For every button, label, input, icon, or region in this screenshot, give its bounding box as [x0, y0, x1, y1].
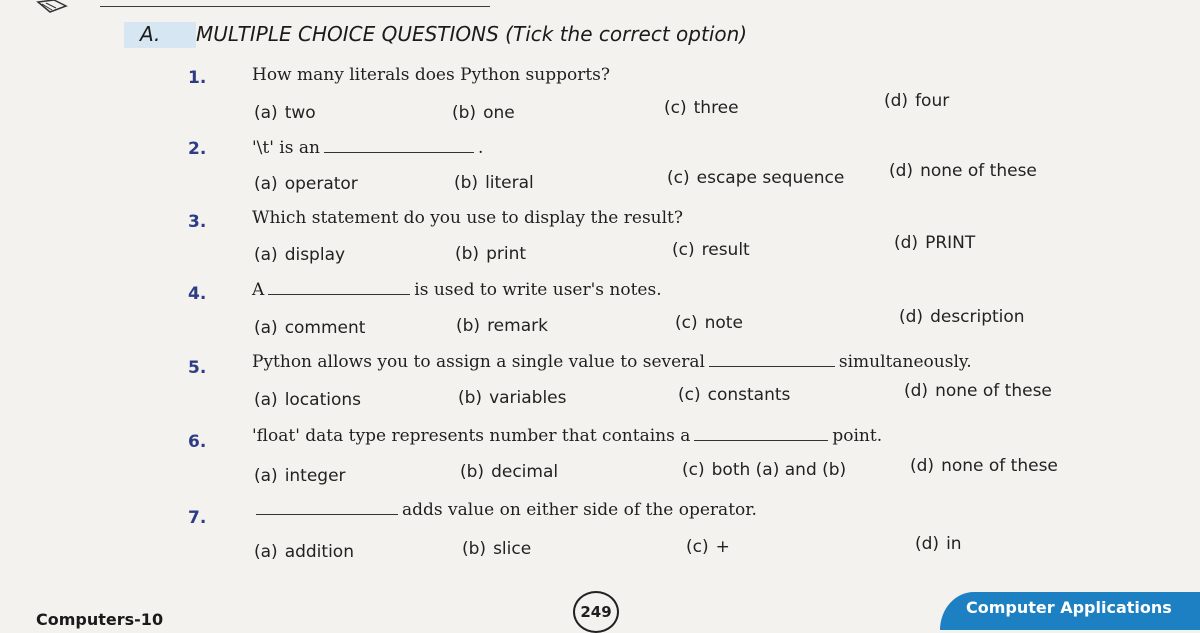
option-text: display — [284, 245, 346, 265]
section-letter: A. — [140, 22, 161, 46]
option-text: both (a) and (b) — [711, 460, 847, 480]
question-text-after: simultaneously. — [838, 352, 972, 372]
option-text: operator — [284, 174, 358, 194]
option-a[interactable] — [254, 542, 354, 562]
option-c[interactable] — [686, 537, 730, 557]
option-a[interactable] — [254, 318, 365, 338]
question-text — [252, 65, 610, 85]
option-label: (d) — [894, 233, 919, 253]
option-a[interactable] — [254, 245, 345, 265]
option-c[interactable] — [675, 313, 743, 333]
top-rule — [100, 6, 490, 7]
question-text-before: How many literals does Python supports? — [252, 65, 611, 85]
option-label: (b) — [454, 173, 479, 193]
option-text: + — [715, 537, 730, 557]
option-label: (a) — [254, 245, 278, 265]
option-text: constants — [707, 385, 791, 405]
page-number-badge — [573, 591, 619, 633]
question-text-after: adds value on either side of the operator. — [402, 500, 757, 520]
option-text: comment — [284, 318, 366, 338]
option-label: (b) — [452, 103, 477, 123]
answer-blank[interactable] — [709, 352, 835, 367]
option-text: escape sequence — [696, 168, 845, 188]
question-number: 3. — [188, 212, 207, 232]
question-text-before: 'float' data type represents number that contains a — [252, 426, 691, 446]
question-number: 7. — [188, 508, 207, 528]
answer-blank[interactable] — [324, 138, 474, 153]
question-number: 4. — [188, 284, 207, 304]
question-text — [252, 208, 683, 228]
question-text-before: Python allows you to assign a single value to several — [252, 352, 705, 372]
option-label: (d) — [915, 534, 940, 554]
question-text-after: point. — [832, 426, 883, 446]
option-label: (a) — [254, 318, 278, 338]
option-c[interactable] — [678, 385, 790, 405]
answer-blank[interactable] — [694, 426, 828, 441]
option-text: PRINT — [925, 233, 976, 253]
book-title: Computers-10 — [36, 610, 164, 629]
option-label: (c) — [675, 313, 698, 333]
question-number: 5. — [188, 358, 207, 378]
option-label: (b) — [462, 539, 487, 559]
option-text: two — [284, 103, 316, 123]
option-a[interactable] — [254, 390, 361, 410]
answer-blank[interactable] — [256, 500, 398, 515]
question-text-after: . — [477, 138, 484, 158]
option-b[interactable] — [454, 173, 534, 193]
option-label: (a) — [254, 542, 278, 562]
option-label: (c) — [678, 385, 701, 405]
option-label: (b) — [455, 244, 480, 264]
option-text: decimal — [491, 462, 559, 482]
option-text: remark — [487, 316, 548, 336]
option-c[interactable] — [667, 168, 844, 188]
option-b[interactable] — [452, 103, 515, 123]
question-text — [252, 500, 757, 520]
option-b[interactable] — [455, 244, 526, 264]
option-text: locations — [284, 390, 361, 410]
option-b[interactable] — [462, 539, 531, 559]
option-text: description — [930, 307, 1025, 327]
option-d[interactable] — [889, 161, 1037, 181]
question-text-before: A — [252, 280, 265, 300]
question-number: 1. — [188, 68, 207, 88]
option-d[interactable] — [904, 381, 1052, 401]
option-a[interactable] — [254, 466, 346, 486]
option-label: (c) — [686, 537, 709, 557]
option-label: (a) — [254, 174, 278, 194]
option-text: none of these — [920, 161, 1037, 181]
option-b[interactable] — [458, 388, 567, 408]
option-label: (d) — [884, 91, 909, 111]
option-text: print — [486, 244, 527, 264]
section-title: MULTIPLE CHOICE QUESTIONS (Tick the correct option) — [196, 22, 748, 46]
option-label: (d) — [889, 161, 914, 181]
option-label: (a) — [254, 466, 278, 486]
option-text: in — [946, 534, 962, 554]
question-text-before: '\t' is an — [252, 138, 320, 158]
section-heading — [124, 20, 1004, 50]
question-text-after: is used to write user's notes. — [414, 280, 662, 300]
option-label: (c) — [664, 98, 687, 118]
option-label: (c) — [682, 460, 705, 480]
option-d[interactable] — [915, 534, 962, 554]
answer-blank[interactable] — [268, 280, 410, 295]
option-label: (b) — [458, 388, 483, 408]
question-text-before: Which statement do you use to display the result? — [252, 208, 683, 228]
book-corner-icon — [36, 0, 70, 14]
option-label: (b) — [460, 462, 485, 482]
option-text: none of these — [935, 381, 1052, 401]
option-a[interactable] — [254, 174, 358, 194]
option-text: variables — [489, 388, 567, 408]
question-number: 6. — [188, 432, 207, 452]
option-text: none of these — [941, 456, 1058, 476]
subject-tab — [940, 592, 1200, 630]
question-number: 2. — [188, 139, 207, 159]
question-text — [252, 426, 882, 446]
option-text: integer — [284, 466, 346, 486]
option-text: note — [704, 313, 743, 333]
option-c[interactable] — [682, 460, 846, 480]
option-d[interactable] — [894, 233, 975, 253]
option-label: (d) — [904, 381, 929, 401]
option-label: (d) — [899, 307, 924, 327]
option-c[interactable] — [672, 240, 750, 260]
option-text: result — [701, 240, 750, 260]
option-text: three — [693, 98, 739, 118]
option-text: slice — [493, 539, 532, 559]
option-b[interactable] — [460, 462, 558, 482]
option-c[interactable] — [664, 98, 739, 118]
option-d[interactable] — [910, 456, 1058, 476]
option-label: (d) — [910, 456, 935, 476]
option-text: literal — [485, 173, 534, 193]
option-a[interactable] — [254, 103, 316, 123]
option-d[interactable] — [899, 307, 1025, 327]
subject-label: Computer Applications — [966, 598, 1172, 617]
question-text — [252, 352, 972, 372]
option-b[interactable] — [456, 316, 548, 336]
option-label: (b) — [456, 316, 481, 336]
option-text: one — [483, 103, 515, 123]
page-number: 249 — [580, 603, 612, 621]
option-d[interactable] — [884, 91, 949, 111]
option-label: (c) — [672, 240, 695, 260]
option-label: (a) — [254, 103, 278, 123]
option-label: (a) — [254, 390, 278, 410]
question-text — [252, 280, 662, 300]
question-text — [252, 138, 483, 158]
option-text: four — [915, 91, 950, 111]
option-label: (c) — [667, 168, 690, 188]
option-text: addition — [284, 542, 354, 562]
